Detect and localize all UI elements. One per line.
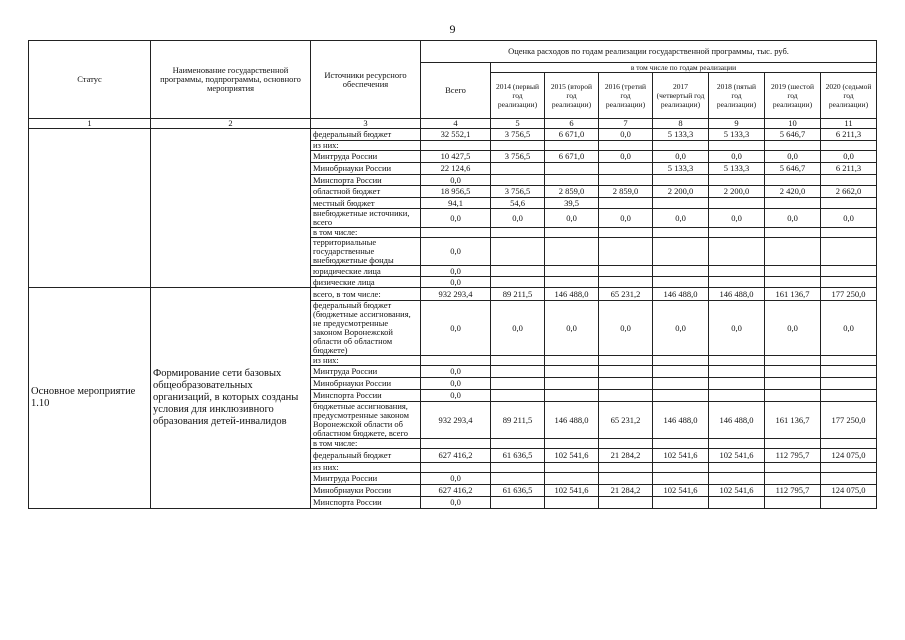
year-value-cell [599,163,653,175]
year-value-cell [599,198,653,209]
year-value-cell: 89 211,5 [491,402,545,439]
year-value-cell [709,356,765,366]
year-value-cell [491,175,545,186]
year-value-cell [491,439,545,449]
year-value-cell [653,439,709,449]
year-value-cell [765,497,821,509]
source-cell: всего, в том числе: [311,288,421,301]
source-cell: Минспорта России [311,175,421,186]
year-value-cell [599,439,653,449]
year-value-cell: 146 488,0 [545,288,599,301]
year-value-cell [653,175,709,186]
year-value-cell [599,463,653,473]
year-value-cell: 65 231,2 [599,402,653,439]
source-cell: территориальные государственные внебюджетные фонды [311,238,421,266]
year-value-cell: 146 488,0 [653,288,709,301]
year-value-cell: 5 646,7 [765,163,821,175]
year-value-cell [709,463,765,473]
year-value-cell: 0,0 [653,301,709,356]
year-value-cell: 177 250,0 [821,402,877,439]
year-value-cell: 2 859,0 [599,186,653,198]
year-value-cell [545,473,599,485]
col-number: 8 [653,119,709,129]
year-value-cell [709,141,765,151]
year-value-cell [599,356,653,366]
year-value-cell: 2 859,0 [545,186,599,198]
year-value-cell: 0,0 [545,301,599,356]
year-value-cell: 0,0 [599,209,653,228]
year-value-cell [765,356,821,366]
year-value-cell [653,266,709,277]
total-cell [421,356,491,366]
year-value-cell: 146 488,0 [545,402,599,439]
year-value-cell: 6 671,0 [545,129,599,141]
source-cell: федеральный бюджет [311,129,421,141]
year-value-cell: 5 133,3 [653,129,709,141]
year-value-cell [709,277,765,288]
year-value-cell [653,390,709,402]
year-value-cell [821,390,877,402]
header-year-2015: 2015 (второй год реализации) [545,73,599,119]
header-year-2016: 2016 (третий год реализации) [599,73,653,119]
header-status: Статус [29,41,151,119]
year-value-cell [599,390,653,402]
year-value-cell [653,198,709,209]
year-value-cell: 3 756,5 [491,129,545,141]
program-name-cell [151,129,311,288]
year-value-cell [821,473,877,485]
year-value-cell [709,497,765,509]
year-value-cell: 2 662,0 [821,186,877,198]
year-value-cell: 102 541,6 [545,449,599,463]
year-value-cell: 146 488,0 [709,288,765,301]
col-number: 2 [151,119,311,129]
year-value-cell [653,497,709,509]
year-value-cell [545,439,599,449]
table-row [29,288,877,301]
year-value-cell [821,378,877,390]
year-value-cell [653,277,709,288]
year-value-cell: 39,5 [545,198,599,209]
year-value-cell [491,366,545,378]
year-value-cell: 0,0 [765,209,821,228]
program-name-text: Формирование сети базовых общеобразовательных организаций, в которых созданы условия для инклюзивного образования детей-инвалидов [153,368,299,427]
year-value-cell [491,238,545,266]
year-value-cell [821,198,877,209]
total-cell: 0,0 [421,238,491,266]
header-year-2014: 2014 (первый год реализации) [491,73,545,119]
year-value-cell: 102 541,6 [709,485,765,497]
year-value-cell: 0,0 [653,209,709,228]
total-cell: 32 552,1 [421,129,491,141]
year-value-cell [709,175,765,186]
total-cell: 0,0 [421,497,491,509]
total-cell: 932 293,4 [421,402,491,439]
year-value-cell [545,277,599,288]
total-cell [421,141,491,151]
year-value-cell: 2 200,0 [653,186,709,198]
total-cell: 0,0 [421,266,491,277]
header-year-2018: 2018 (пятый год реализации) [709,73,765,119]
year-value-cell: 2 200,0 [709,186,765,198]
year-value-cell: 102 541,6 [709,449,765,463]
year-value-cell [653,473,709,485]
source-cell: Минтруда России [311,366,421,378]
year-value-cell: 0,0 [491,301,545,356]
year-value-cell: 3 756,5 [491,151,545,163]
year-value-cell: 21 284,2 [599,485,653,497]
year-value-cell [653,366,709,378]
source-cell: физические лица [311,277,421,288]
page-number: 9 [449,22,456,36]
year-value-cell: 0,0 [709,151,765,163]
year-value-cell [491,378,545,390]
year-value-cell: 0,0 [821,301,877,356]
year-value-cell: 0,0 [821,209,877,228]
year-value-cell: 6 671,0 [545,151,599,163]
year-value-cell: 102 541,6 [653,485,709,497]
source-cell: Минтруда России [311,151,421,163]
year-value-cell [709,439,765,449]
year-value-cell [765,266,821,277]
year-value-cell [545,366,599,378]
year-value-cell: 61 636,5 [491,485,545,497]
year-value-cell: 177 250,0 [821,288,877,301]
year-value-cell: 102 541,6 [545,485,599,497]
year-value-cell: 0,0 [765,301,821,356]
year-value-cell: 161 136,7 [765,402,821,439]
year-value-cell: 161 136,7 [765,288,821,301]
year-value-cell [709,378,765,390]
program-name-cell [151,288,311,509]
total-cell: 0,0 [421,277,491,288]
year-value-cell [821,439,877,449]
header-year-2020: 2020 (седьмой год реализации) [821,73,877,119]
header-total: Всего [421,63,491,119]
total-cell: 0,0 [421,209,491,228]
header-name: Наименование государственной программы, подпрограммы, основного мероприятия [151,41,311,119]
year-value-cell [709,390,765,402]
year-value-cell [491,141,545,151]
year-value-cell [545,163,599,175]
total-cell: 0,0 [421,366,491,378]
year-value-cell [599,266,653,277]
year-value-cell [765,439,821,449]
col-number: 9 [709,119,765,129]
year-value-cell [545,390,599,402]
source-cell: Минобрнауки России [311,485,421,497]
year-value-cell [599,277,653,288]
year-value-cell: 5 646,7 [765,129,821,141]
col-number: 6 [545,119,599,129]
total-cell: 627 416,2 [421,485,491,497]
year-value-cell [821,277,877,288]
total-cell: 0,0 [421,390,491,402]
col-number: 3 [311,119,421,129]
col-number: 11 [821,119,877,129]
year-value-cell: 0,0 [599,301,653,356]
year-value-cell [765,175,821,186]
year-value-cell: 2 420,0 [765,186,821,198]
year-value-cell [821,497,877,509]
year-value-cell [599,497,653,509]
year-value-cell: 5 133,3 [653,163,709,175]
year-value-cell: 89 211,5 [491,288,545,301]
status-cell [29,288,151,509]
year-value-cell [599,228,653,238]
year-value-cell [709,198,765,209]
year-value-cell: 0,0 [545,209,599,228]
year-value-cell [545,463,599,473]
source-cell: местный бюджет [311,198,421,209]
year-value-cell: 0,0 [765,151,821,163]
source-cell: в том числе: [311,228,421,238]
year-value-cell: 0,0 [491,209,545,228]
source-cell: из них: [311,463,421,473]
year-value-cell [545,228,599,238]
header-estimate: Оценка расходов по годам реализации государственной программы, тыс. руб. [421,41,877,63]
source-cell: областной бюджет [311,186,421,198]
source-cell: Минспорта России [311,497,421,509]
year-value-cell: 0,0 [821,151,877,163]
year-value-cell: 146 488,0 [709,402,765,439]
total-cell [421,228,491,238]
year-value-cell: 21 284,2 [599,449,653,463]
total-cell: 18 956,5 [421,186,491,198]
total-cell: 94,1 [421,198,491,209]
total-cell: 22 124,6 [421,163,491,175]
year-value-cell [545,266,599,277]
year-value-cell [765,141,821,151]
year-value-cell: 0,0 [599,129,653,141]
year-value-cell: 0,0 [599,151,653,163]
year-value-cell [545,497,599,509]
year-value-cell [653,356,709,366]
year-value-cell [653,463,709,473]
header-incl-years: в том числе по годам реализации [491,63,877,73]
col-number: 5 [491,119,545,129]
year-value-cell [821,366,877,378]
year-value-cell [599,141,653,151]
year-value-cell [491,266,545,277]
year-value-cell: 54,6 [491,198,545,209]
year-value-cell [653,228,709,238]
source-cell: в том числе: [311,439,421,449]
year-value-cell [765,277,821,288]
year-value-cell [765,378,821,390]
year-value-cell [599,238,653,266]
col-number: 4 [421,119,491,129]
total-cell: 627 416,2 [421,449,491,463]
year-value-cell [545,356,599,366]
year-value-cell [821,266,877,277]
year-value-cell: 6 211,3 [821,163,877,175]
year-value-cell: 65 231,2 [599,288,653,301]
year-value-cell: 124 075,0 [821,485,877,497]
year-value-cell: 0,0 [709,209,765,228]
year-value-cell [709,238,765,266]
budget-table [28,40,877,509]
year-value-cell [491,277,545,288]
year-value-cell: 124 075,0 [821,449,877,463]
year-value-cell [709,266,765,277]
total-cell: 0,0 [421,378,491,390]
year-value-cell [765,463,821,473]
year-value-cell [491,356,545,366]
source-cell: бюджетные ассигнования, предусмотренные законом Воронежской области об областном бюджете, всего [311,402,421,439]
year-value-cell [765,228,821,238]
header-year-2019: 2019 (шестой год реализации) [765,73,821,119]
year-value-cell: 0,0 [653,151,709,163]
source-cell: внебюджетные источники, всего [311,209,421,228]
total-cell: 0,0 [421,473,491,485]
total-cell: 10 427,5 [421,151,491,163]
year-value-cell [599,175,653,186]
year-value-cell [545,238,599,266]
year-value-cell [491,228,545,238]
year-value-cell [821,228,877,238]
year-value-cell: 112 795,7 [765,449,821,463]
header-year-2017: 2017 (четвертый год реализации) [653,73,709,119]
source-cell: федеральный бюджет [311,449,421,463]
year-value-cell [821,175,877,186]
year-value-cell [709,366,765,378]
year-value-cell: 61 636,5 [491,449,545,463]
year-value-cell [821,238,877,266]
col-number: 7 [599,119,653,129]
year-value-cell [491,463,545,473]
year-value-cell [599,473,653,485]
year-value-cell [765,198,821,209]
status-text: Основное мероприятие 1.10 [31,386,136,409]
source-cell: Минтруда России [311,473,421,485]
year-value-cell [653,141,709,151]
table-row [29,129,877,141]
year-value-cell [491,473,545,485]
source-cell: из них: [311,356,421,366]
year-value-cell: 6 211,3 [821,129,877,141]
total-cell: 0,0 [421,301,491,356]
year-value-cell: 0,0 [709,301,765,356]
year-value-cell [545,378,599,390]
status-cell [29,129,151,288]
year-value-cell [545,175,599,186]
source-cell: федеральный бюджет (бюджетные ассигнования, не предусмотренные законом Воронежской области об областном бюджете) [311,301,421,356]
source-cell: Минобрнауки России [311,378,421,390]
year-value-cell [821,141,877,151]
year-value-cell [821,463,877,473]
total-cell [421,439,491,449]
year-value-cell: 5 133,3 [709,129,765,141]
year-value-cell [491,163,545,175]
year-value-cell [545,141,599,151]
year-value-cell [765,390,821,402]
total-cell: 0,0 [421,175,491,186]
col-number: 1 [29,119,151,129]
year-value-cell [653,238,709,266]
year-value-cell [653,378,709,390]
year-value-cell: 5 133,3 [709,163,765,175]
year-value-cell [765,238,821,266]
source-cell: юридические лица [311,266,421,277]
year-value-cell [599,366,653,378]
year-value-cell [709,228,765,238]
year-value-cell [491,497,545,509]
year-value-cell [599,378,653,390]
year-value-cell [821,356,877,366]
total-cell: 932 293,4 [421,288,491,301]
source-cell: из них: [311,141,421,151]
source-cell: Минобрнауки России [311,163,421,175]
year-value-cell [491,390,545,402]
year-value-cell: 3 756,5 [491,186,545,198]
total-cell [421,463,491,473]
year-value-cell: 146 488,0 [653,402,709,439]
source-cell: Минспорта России [311,390,421,402]
col-number: 10 [765,119,821,129]
year-value-cell: 102 541,6 [653,449,709,463]
year-value-cell [709,473,765,485]
year-value-cell [765,366,821,378]
year-value-cell: 112 795,7 [765,485,821,497]
year-value-cell [765,473,821,485]
table-body [29,129,877,509]
header-source: Источники ресурсного обеспечения [311,41,421,119]
